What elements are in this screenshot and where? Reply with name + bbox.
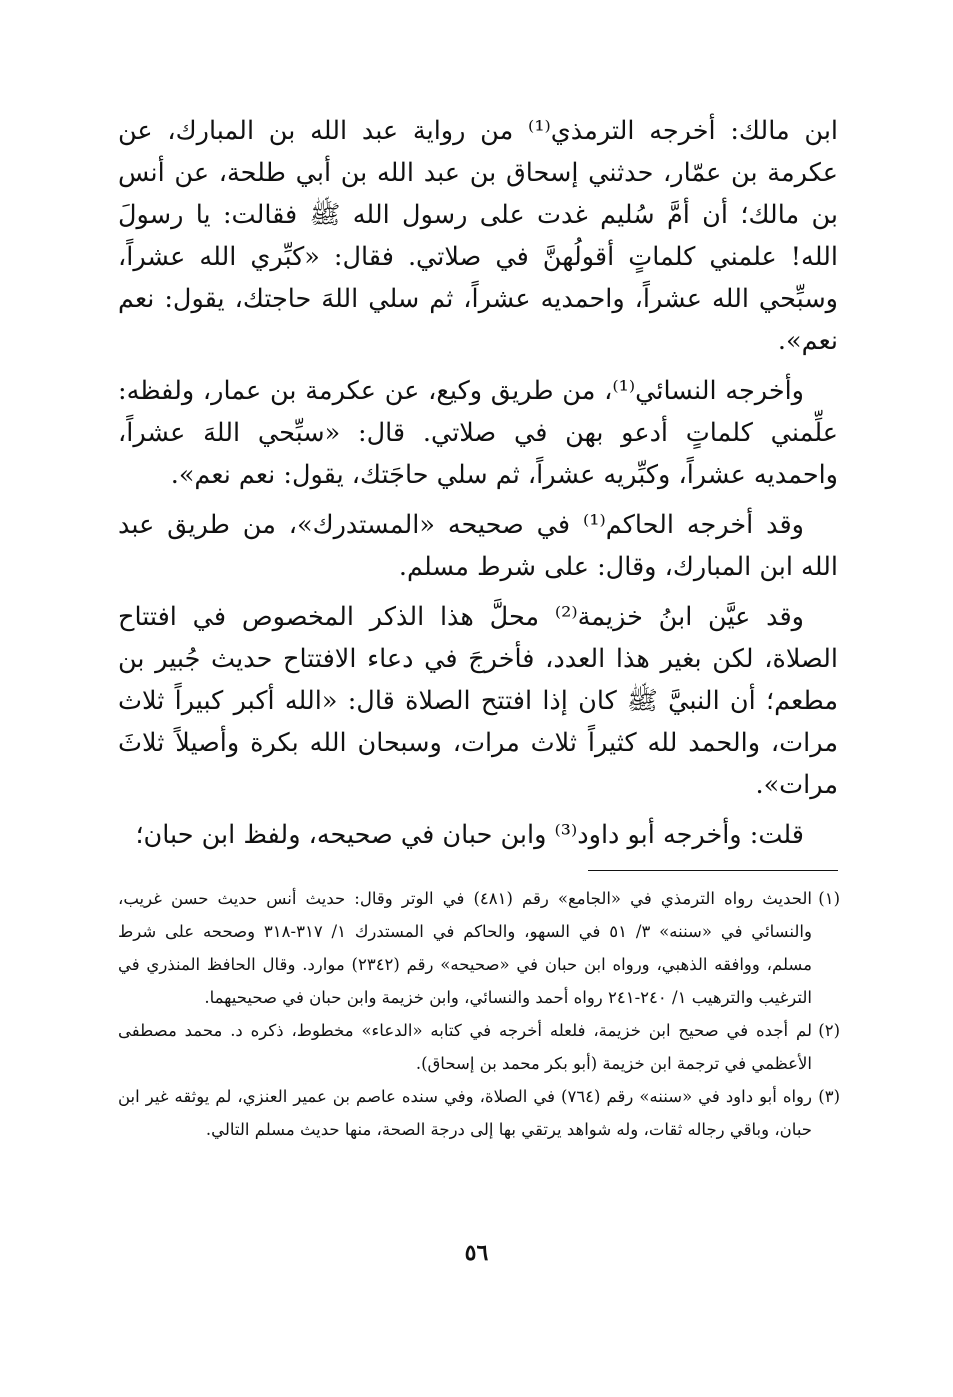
main-text xyxy=(118,110,838,864)
footnote-number: (٢) xyxy=(818,1021,840,1040)
footnote-number: (٣) xyxy=(818,1087,840,1106)
paragraph: وقد عيَّن ابنُ خزيمة⁽²⁾ محلَّ هذا الذكر المخصوص في افتتاح الصلاة، لكن بغير هذا العدد، فأخرجَ في دعاء الافتتاح حديث جُبير بن مطعم؛ أن النبيَّ ﷺ كان إذا افتتح الصلاة قال: «الله أكبر كبيراً ثلاث مرات، والحمد لله كثيراً ثلاث مرات، وسبحان الله بكرة وأصيلاً ثلاثَ مرات». xyxy=(118,602,838,800)
footnote-number: (١) xyxy=(818,889,840,908)
footnote-text: رواه أبو داود في «سننه» رقم (٧٦٤) في الصلاة، وفي سنده عاصم بن عمير العنزي، لم يوثقه غير ابن حبان، وباقي رجاله ثقات، وله شواهد يرتقي بها إلى درجة الصحة، منها حديث مسلم التالي. xyxy=(118,1087,812,1139)
footnote-text: لم أجده في صحيح ابن خزيمة، فلعله أخرجه في كتابه «الدعاء» مخطوط، ذكره د. محمد مصطفى الأعظمي في ترجمة ابن خزيمة (أبو بكر محمد بن إسحاق). xyxy=(118,1021,812,1073)
footnote xyxy=(118,1080,840,1146)
footnote-divider xyxy=(588,870,838,871)
footnote-text: الحديث رواه الترمذي في «الجامع» رقم (٤٨١) في الوتر وقال: حديث أنس حديث حسن غريب، والنسائي في «سننه» ٣/ ٥١ في السهو، والحاكم في المستدرك ١/ ٣١٧-٣١٨ وصححه على شرط مسلم، ووافقه الذهبي، ورواه ابن حبان في «صحيحه» رقم (٢٣٤٢) موارد. وقال الحافظ المنذري في الترغيب والترهيب ١/ ٢٤٠-٢٤١ رواه أحمد والنسائي، وابن خزيمة وابن حبان في صحيحيهما. xyxy=(118,889,813,1007)
footnotes xyxy=(118,882,840,1146)
paragraph: وأخرجه النسائي⁽¹⁾، من طريق وكيع، عن عكرمة بن عمار، ولفظه: علِّمني كلماتٍ أدعو بهن في صلاتي. قال: «سبِّحي اللهَ عشراً، واحمديه عشراً، وكبِّريه عشراً، ثم سلي حاجَتك، يقول: نعم نعم». xyxy=(118,376,838,490)
footnote xyxy=(118,882,840,1014)
footnote xyxy=(118,1014,840,1080)
paragraph: وقد أخرجه الحاكم⁽¹⁾ في صحيحه «المستدرك»، من طريق عبد الله ابن المبارك، وقال: على شرط مسلم. xyxy=(118,510,838,582)
paragraph: قلت: وأخرجه أبو داود⁽³⁾ وابن حبان في صحيحه، ولفظ ابن حبان؛ xyxy=(135,820,804,850)
page-number: ٥٦ xyxy=(464,1240,489,1266)
paragraph: ابن مالك: أخرجه الترمذي⁽¹⁾ من رواية عبد الله بن المبارك، عن عكرمة بن عمّار، حدثني إسحاق بن عبد الله بن أبي طلحة، عن أنس بن مالك؛ أن أمَّ سُليم غدت على رسول الله ﷺ فقالت: يا رسولَ الله! علمني كلماتٍ أقولُهنَّ في صلاتي. فقال: «كبِّري الله عشراً، وسبِّحي الله عشراً، واحمديه عشراً، ثم سلي اللهَ حاجتك، يقول: نعم نعم». xyxy=(118,116,838,356)
